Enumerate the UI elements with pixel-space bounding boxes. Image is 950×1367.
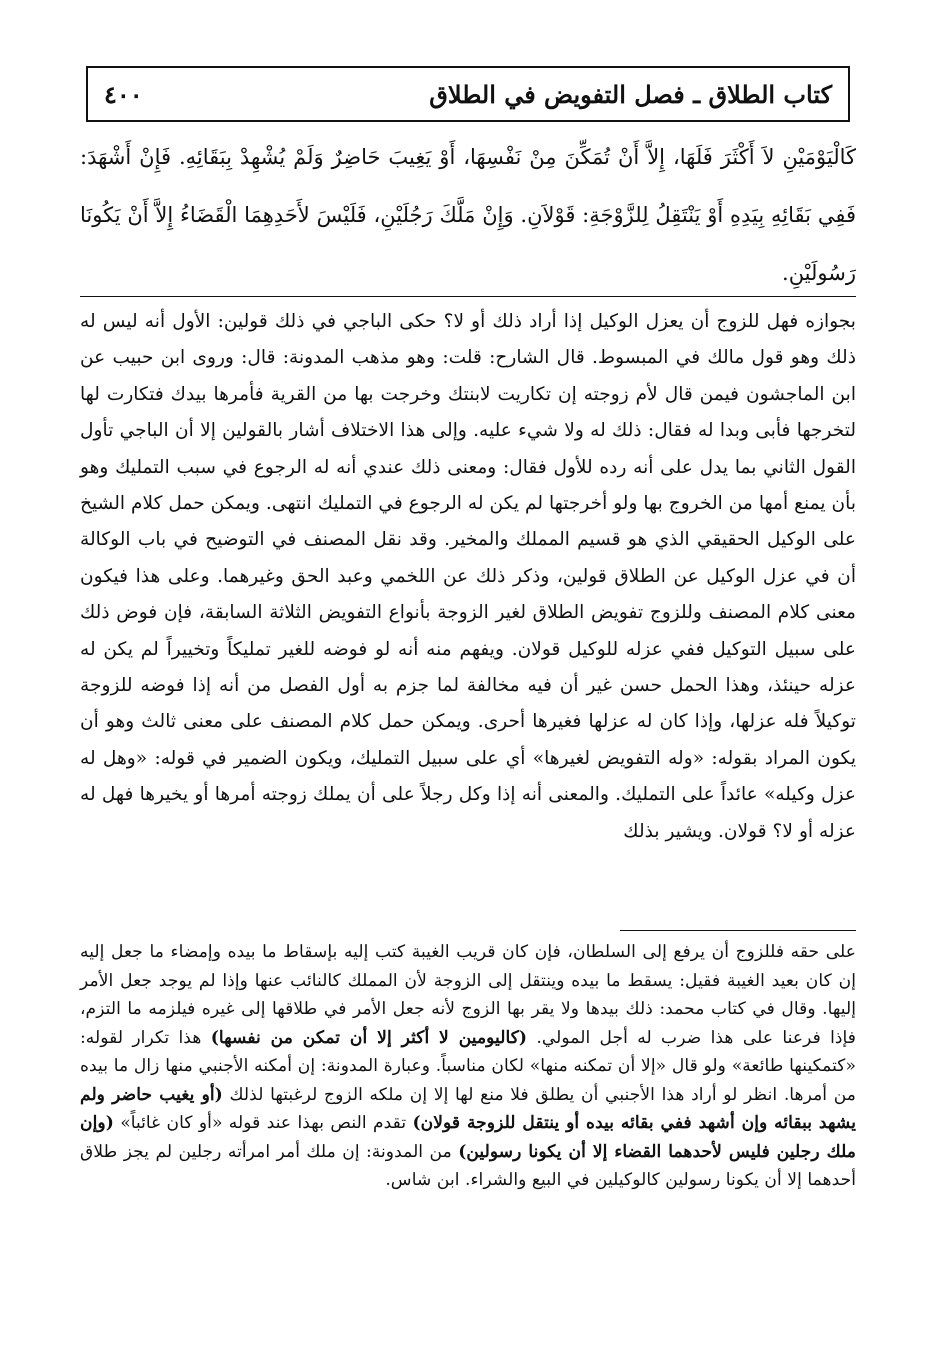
footnote-part-2: هذا تكرار لقوله: «كتمكينها طائعة» ولو قال «إلا أن تمكنه منها» لكان مناسباً. وعبارة المدونة: إن أمكنه الأجنبي منها زال ما بيده من أمرها. انظر لو أراد هذا الأجنبي أن يطلق فلا منع لها إلا إن ملكه الزوج لرغبتها لذلك [80, 1027, 856, 1105]
footnote-part-4: من المدونة: إن ملك أمر امرأته رجلين لم يجز طلاق أحدهما إلا أن يكونا رسولين كالوكيلين في البيع والشراء. ابن شاس. [80, 1141, 856, 1190]
footnote-divider [620, 930, 856, 931]
header-title: كتاب الطلاق ـ فصل التفويض في الطلاق [429, 80, 832, 109]
section-divider [80, 296, 856, 297]
commentary-text: بجوازه فهل للزوج أن يعزل الوكيل إذا أراد ذلك أو لا؟ حكى الباجي في ذلك قولين: الأول أنه ليس له ذلك وهو قول مالك في المبسوط. قال الشارح: قلت: وهو مذهب المدونة: قال: وروى ابن حبيب عن ابن الماجشون فيمن قال لأم زوجته إن تكاريت لابنتك وخرجت بها من القرية فأمرها بيدك فتكارت لها لتخرجها فأبى وبدا له فقال: ذلك له ولا شيء عليه. وإلى هذا الاختلاف أشار بالقولين إلا أن الباجي تأول القول الثاني بما يدل على أنه رده للأول فقال: ومعنى ذلك عندي أنه له الرجوع في سبب التمليك وهو بأن يمنع أمها من الخروج بها ولو أخرجتها لم يكن له الرجوع في التمليك انتهى. ويمكن حمل كلام الشيخ على الوكيل الحقيقي الذي هو قسيم المملك والمخير. وقد نقل المصنف في التوضيح في باب الوكالة أن في عزل الوكيل عن الطلاق قولين، وذكر ذلك عن اللخمي وعبد الحق وغيرهما. وعلى هذا فيكون معنى كلام المصنف وللزوج تفويض الطلاق لغير الزوجة بأنواع التفويض الثلاثة السابقة، فإن فوض ذلك على سبيل التوكيل ففي عزله للوكيل قولان. ويفهم منه أنه لو فوضه للغير تمليكاً وتخييراً لم يكن له عزله حينئذ، وهذا الحمل حسن غير أن فيه مخالفة لما جزم به أول الفصل من أنه إذا فوضه للزوجة توكيلاً فله عزلها، وإذا كان له عزلها فغيرها أحرى. ويمكن حمل كلام المصنف على معنى ثالث وهو أن يكون المراد بقوله: «وله التفويض لغيرها» أي على سبيل التمليك، ويكون الضمير في قوله: «وهل له عزل وكيله» عائداً على التمليك. والمعنى أنه إذا وكل رجلاً على أن يملك زوجته أمرها أو يخيرها فهل له عزله أو لا؟ قولان. ويشير بذلك [80, 311, 856, 842]
footnote-text [80, 938, 856, 1195]
footnote-quote-1: (كاليومين لا أكثر إلا أن تمكن من نفسها) [210, 1027, 528, 1048]
footnote-quote-3: (وإن ملك رجلين فليس لأحدهما القضاء إلا أن يكونا رسولين) [80, 1113, 856, 1162]
footnote-part-1: على حقه فللزوج أن يرفع إلى السلطان، فإن كان قريب الغيبة كتب إليه بإسقاط ما بيده وإمضاء ما جعل إليه إن كان بعيد الغيبة فقيل: يسقط ما بيده وينتقل إلى الزوجة لأن المملك كالنائب عنها وإذا لم يوجد جعل الأمر إليها. وقال في كتاب محمد: ذلك بيدها ولا يقر بها الزوج لأنه جعل الأمر في طلاقها إلى غيره فيلزمه ما التزم، فإذا فرعنا على هذا ضرب له أجل المولي. [80, 942, 856, 1048]
footnote-part-3: تقدم النص بهذا عند قوله «أو كان غائباً» [113, 1113, 413, 1133]
footnote-quote-2: (أو يغيب حاضر ولم يشهد ببقائه وإن أشهد ففي بقائه بيده أو ينتقل للزوجة قولان) [80, 1084, 856, 1133]
page-number: ٤٠٠ [104, 80, 143, 109]
matn-text: كَالْيَوْمَيْنِ لاَ أَكْثَرَ فَلَهَا، إِلاَّ أَنْ تُمَكِّنَ مِنْ نَفْسِهَا، أَوْ يَغِيبَ حَاضِرٌ وَلَمْ يُشْهِدْ بِبَقَائِهِ. فَإِنْ أَشْهَدَ: فَفِي بَقَائِهِ بِيَدِهِ أَوْ يَنْتَقِلُ لِلزَّوْجَةِ: قَوْلاَنِ. وَإِنْ مَلَّكَ رَجُلَيْنِ، فَلَيْسَ لأَحَدِهِمَا الْقَضَاءُ إِلاَّ أَنْ يَكُونَا رَسُولَيْنِ. [80, 145, 856, 285]
page-header [86, 66, 850, 122]
